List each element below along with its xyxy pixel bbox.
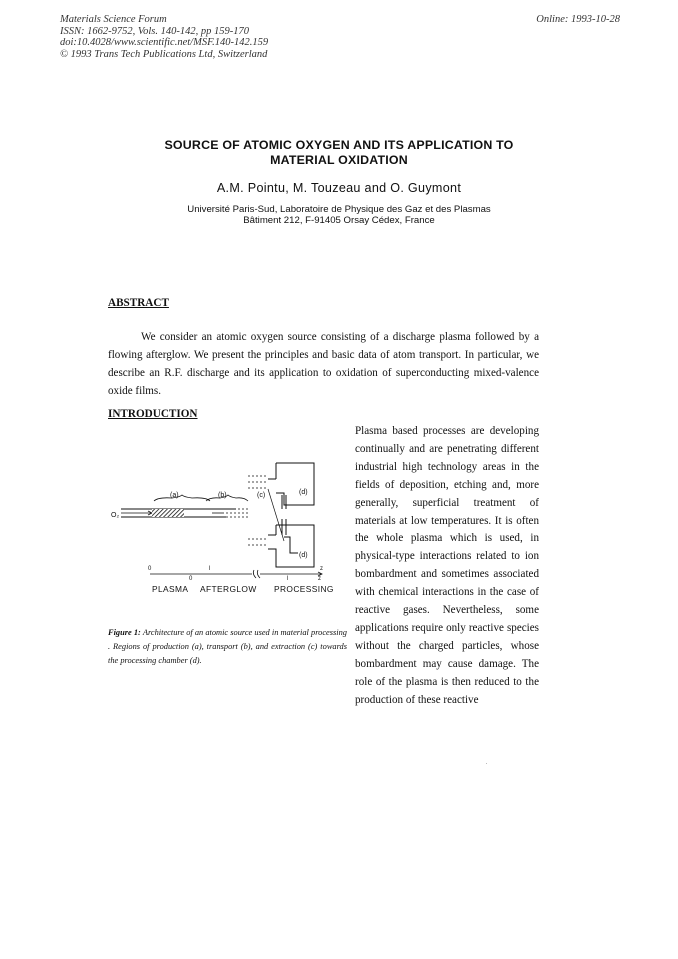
- abstract-heading: ABSTRACT: [108, 297, 169, 309]
- copyright-line: © 1993 Trans Tech Publications Ltd, Switzerland: [60, 48, 268, 60]
- axis-label-l: l: [287, 576, 289, 582]
- affiliation: [0, 204, 678, 227]
- axis-label-z: z: [318, 576, 321, 582]
- scan-speck: [486, 763, 487, 764]
- label-upper-chamber: (d): [299, 489, 308, 496]
- figure-1-diagram: [108, 449, 348, 597]
- axis-tick-z: z: [320, 566, 323, 572]
- doi-line[interactable]: doi:10.4028/www.scientific.net/MSF.140-142.159: [60, 37, 269, 49]
- axis-break-mark: [253, 570, 260, 578]
- gas-inlet-label: O₂: [111, 512, 120, 519]
- region-processing: PROCESSING: [274, 584, 334, 594]
- label-production: (a): [170, 492, 179, 499]
- axis-tick-origin: 0: [148, 566, 152, 572]
- caption-label: Figure 1:: [108, 628, 141, 637]
- region-afterglow: AFTERGLOW: [200, 584, 257, 594]
- title-line-1: SOURCE OF ATOMIC OXYGEN AND ITS APPLICATION TO: [164, 138, 514, 152]
- title-line-2: MATERIAL OXIDATION: [270, 153, 408, 167]
- introduction-text: Plasma based processes are developing continually and are penetrating different industrial high technology areas in the fields of deposition, etching and, more generally, superficial treatment of materials at low temperatures. It is often the whole plasma which is used, in physical-type interactions related to ion bombardment and sometimes associated with chemical interactions in the case of reactive gases. Nevertheless, some applications require only reactive species without the charged particles, whose bombardment may cause damage. The role of the plasma is then reduced to the production of these reactive: [355, 425, 539, 706]
- brace-transport: [206, 495, 248, 501]
- paper-title: [0, 138, 678, 168]
- authors: A.M. Pointu, M. Touzeau and O. Guymont: [216, 181, 462, 195]
- journal-header: [60, 14, 268, 60]
- lower-chamber: [268, 525, 314, 567]
- label-lower-chamber: (d): [299, 552, 308, 559]
- label-transport: (b): [218, 492, 227, 499]
- region-plasma: PLASMA: [152, 584, 189, 594]
- affiliation-line-1: Université Paris-Sud, Laboratoire de Physique des Gaz et des Plasmas: [187, 204, 491, 215]
- affiliation-line-2: Bâtiment 212, F-91405 Orsay Cédex, France: [243, 215, 435, 227]
- axis-label-origin: 0: [189, 576, 193, 582]
- brace-production: [154, 495, 210, 501]
- issn-line: ISSN: 1662-9752, Vols. 140-142, pp 159-170: [60, 25, 249, 37]
- online-date: Online: 1993-10-28: [536, 14, 620, 25]
- journal-name: Materials Science Forum: [60, 14, 167, 25]
- introduction-heading: INTRODUCTION: [108, 408, 198, 420]
- figure-1-caption: [108, 626, 347, 669]
- caption-text: Architecture of an atomic source used in material processing . Regions of production (a), transport (b), and extraction (c) towards the processing chamber (d).: [108, 628, 347, 666]
- lower-substrate-holder: [284, 537, 298, 553]
- label-extraction: (c): [257, 492, 266, 499]
- plasma-region: [152, 509, 184, 517]
- abstract-text: We consider an atomic oxygen source consisting of a discharge plasma followed by a flowing afterglow. We present the principles and basic data of atom transport. In particular, we describe an R.F. discharge and its application to oxidation of superconducting mixed-valence oxide films.: [108, 331, 539, 397]
- axis-tick-l: l: [209, 566, 211, 572]
